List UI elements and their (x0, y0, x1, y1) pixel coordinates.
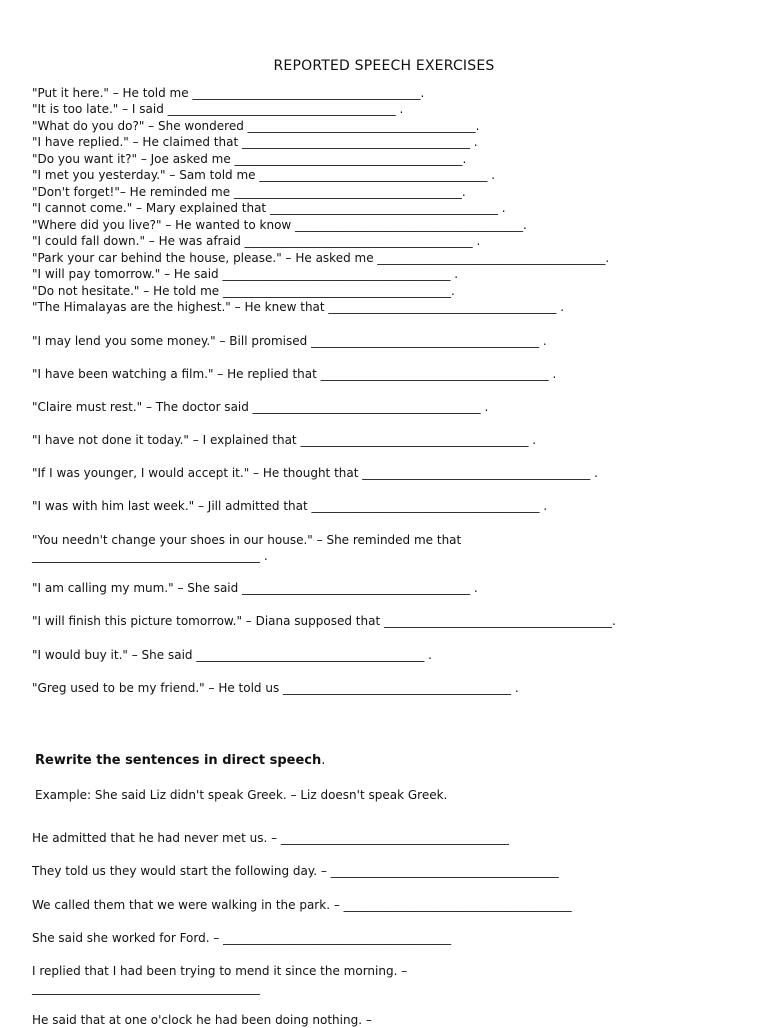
section-heading-text: Rewrite the sentences in direct speech (35, 753, 322, 768)
exercise-line: "Where did you live?" – He wanted to know ______________________________________. (32, 218, 527, 232)
exercise-line: "I met you yesterday." – Sam told me ______________________________________ . (32, 168, 496, 182)
exercise-line: He admitted that he had never met us. – ______________________________________ (32, 831, 509, 845)
exercise-line: "I was with him last week." – Jill admitted that ______________________________________ . (32, 499, 548, 513)
exercise-line: "Do you want it?" – Joe asked me ______________________________________. (32, 152, 467, 166)
exercise-line: "I cannot come." – Mary explained that ______________________________________ . (32, 201, 506, 215)
section-heading (35, 753, 325, 768)
exercise-line: "It is too late." – I said ______________________________________ . (32, 102, 404, 116)
exercise-line: "Do not hesitate." – He told me ______________________________________. (32, 284, 455, 298)
exercise-line: "Greg used to be my friend." – He told us ______________________________________ . (32, 681, 519, 695)
exercise-line: "I could fall down." – He was afraid ______________________________________ . (32, 234, 481, 248)
exercise-line: "I have not done it today." – I explained that ______________________________________ . (32, 433, 537, 447)
exercise-line: "What do you do?" – She wondered ______________________________________. (32, 119, 480, 133)
exercise-line: She said she worked for Ford. – ______________________________________ (32, 931, 452, 945)
exercise-line-continuation: ______________________________________ (32, 981, 260, 995)
example-line: Example: She said Liz didn't speak Greek. – Liz doesn't speak Greek. (35, 788, 448, 802)
section-heading-period: . (321, 753, 326, 768)
exercise-line: "The Himalayas are the highest." – He knew that ______________________________________ . (32, 300, 565, 314)
exercise-line-continuation: ______________________________________ . (32, 549, 268, 563)
exercise-line: "I have replied." – He claimed that ______________________________________ . (32, 135, 478, 149)
exercise-line: "I have been watching a film." – He replied that ______________________________________ . (32, 367, 557, 381)
exercise-line: He said that at one o'clock he had been doing nothing. – (32, 1013, 372, 1027)
exercise-line: "You needn't change your shoes in our house." – She reminded me that (32, 533, 462, 547)
exercise-line: They told us they would start the following day. – ______________________________________ (32, 864, 559, 878)
exercise-line: "Claire must rest." – The doctor said ______________________________________ . (32, 400, 489, 414)
exercise-line: "Don't forget!"– He reminded me ______________________________________. (32, 185, 466, 199)
exercise-line: I replied that I had been trying to mend it since the morning. – (32, 964, 408, 978)
exercise-line: "Put it here." – He told me ______________________________________. (32, 86, 425, 100)
exercise-line: "Park your car behind the house, please." – He asked me ______________________________________. (32, 251, 610, 265)
exercise-line: "I may lend you some money." – Bill promised ______________________________________ . (32, 334, 547, 348)
page-title: REPORTED SPEECH EXERCISES (273, 58, 495, 74)
exercise-line: "I will finish this picture tomorrow." – Diana supposed that ______________________________________. (32, 614, 616, 628)
exercise-line: "I would buy it." – She said ______________________________________ . (32, 648, 432, 662)
exercise-line: We called them that we were walking in the park. – ______________________________________ (32, 898, 572, 912)
exercise-line: "I will pay tomorrow." – He said ______________________________________ . (32, 267, 459, 281)
exercise-line: "I am calling my mum." – She said ______________________________________ . (32, 581, 478, 595)
exercise-line: "If I was younger, I would accept it." – He thought that ______________________________________ . (32, 466, 598, 480)
